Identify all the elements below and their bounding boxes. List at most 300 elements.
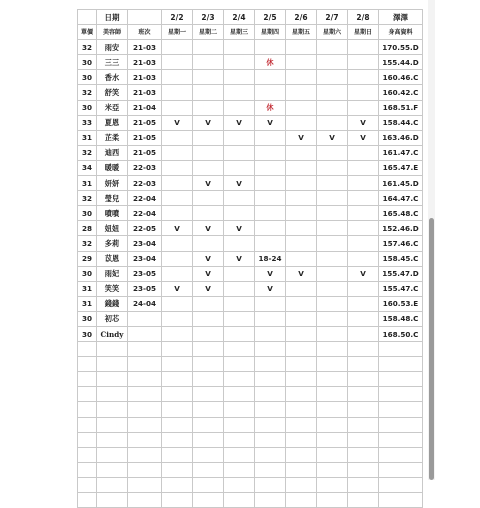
table-row	[78, 447, 423, 462]
empty-cell	[78, 493, 97, 508]
day-cell	[224, 40, 255, 55]
empty-cell	[97, 447, 128, 462]
empty-cell	[224, 447, 255, 462]
day-cell	[162, 55, 193, 70]
shift-cell: 21-03	[128, 85, 162, 100]
header-date-label: 日期	[97, 10, 128, 25]
profile-cell: 160.46.C	[379, 70, 423, 85]
day-cell	[255, 70, 286, 85]
rate-cell: 34	[78, 160, 97, 175]
shift-cell: 21-05	[128, 145, 162, 160]
empty-cell	[255, 432, 286, 447]
empty-cell	[379, 387, 423, 402]
rate-cell: 32	[78, 85, 97, 100]
empty-cell	[317, 417, 348, 432]
empty-cell	[348, 357, 379, 372]
profile-cell: 155.47.D	[379, 266, 423, 281]
table-row	[78, 296, 423, 311]
header-date-0208: 2/8	[348, 10, 379, 25]
empty-cell	[128, 372, 162, 387]
rate-cell: 31	[78, 130, 97, 145]
empty-cell	[286, 387, 317, 402]
day-cell	[255, 296, 286, 311]
name-cell: 雨妃	[97, 266, 128, 281]
empty-cell	[97, 462, 128, 477]
name-cell: 笑笑	[97, 281, 128, 296]
table-row	[78, 417, 423, 432]
header-date-0205: 2/5	[255, 10, 286, 25]
empty-cell	[193, 462, 224, 477]
empty-cell	[97, 357, 128, 372]
shift-cell: 22-04	[128, 206, 162, 221]
empty-cell	[224, 493, 255, 508]
day-cell	[193, 296, 224, 311]
profile-cell: 170.55.D	[379, 40, 423, 55]
day-cell: V	[255, 115, 286, 130]
empty-cell	[255, 387, 286, 402]
day-cell	[162, 40, 193, 55]
day-cell: V	[286, 130, 317, 145]
day-cell	[224, 206, 255, 221]
empty-cell	[97, 432, 128, 447]
empty-cell	[162, 417, 193, 432]
day-cell	[317, 160, 348, 175]
table-row	[78, 266, 423, 281]
day-cell	[162, 326, 193, 341]
day-cell	[224, 160, 255, 175]
table-row	[78, 432, 423, 447]
table-row	[78, 493, 423, 508]
day-cell	[193, 130, 224, 145]
shift-cell: 21-03	[128, 55, 162, 70]
table-row	[78, 342, 423, 357]
empty-cell	[379, 447, 423, 462]
empty-cell	[286, 462, 317, 477]
empty-cell	[255, 417, 286, 432]
day-cell	[286, 191, 317, 206]
empty-cell	[348, 342, 379, 357]
day-cell: V	[317, 130, 348, 145]
empty-cell	[224, 357, 255, 372]
table-row	[78, 281, 423, 296]
empty-cell	[286, 342, 317, 357]
day-cell	[317, 100, 348, 115]
rate-cell: 30	[78, 206, 97, 221]
empty-cell	[193, 372, 224, 387]
day-cell	[255, 191, 286, 206]
table-row	[78, 85, 423, 100]
header-weekday-tue: 星期二	[193, 25, 224, 40]
scrollbar-thumb[interactable]	[429, 218, 434, 480]
empty-cell	[78, 357, 97, 372]
day-cell	[162, 160, 193, 175]
empty-cell	[255, 402, 286, 417]
day-cell	[224, 311, 255, 326]
day-cell	[348, 70, 379, 85]
day-cell: V	[193, 115, 224, 130]
day-cell: V	[224, 176, 255, 191]
empty-cell	[286, 372, 317, 387]
empty-cell	[317, 357, 348, 372]
profile-cell: 158.45.C	[379, 251, 423, 266]
empty-cell	[224, 342, 255, 357]
profile-cell: 152.46.D	[379, 221, 423, 236]
rate-cell: 32	[78, 145, 97, 160]
table-row	[78, 357, 423, 372]
rate-cell: 30	[78, 266, 97, 281]
empty-cell	[224, 462, 255, 477]
profile-cell: 157.46.C	[379, 236, 423, 251]
day-cell: V	[348, 266, 379, 281]
empty-cell	[78, 372, 97, 387]
day-cell	[317, 251, 348, 266]
empty-cell	[162, 372, 193, 387]
empty-cell	[286, 493, 317, 508]
table-row	[78, 191, 423, 206]
day-cell	[224, 70, 255, 85]
table-row	[78, 176, 423, 191]
day-cell	[193, 100, 224, 115]
day-cell	[224, 236, 255, 251]
day-cell	[348, 100, 379, 115]
header-blank	[78, 10, 97, 25]
empty-cell	[97, 342, 128, 357]
day-cell	[255, 145, 286, 160]
shift-cell	[128, 311, 162, 326]
day-cell	[193, 40, 224, 55]
empty-cell	[255, 372, 286, 387]
shift-cell: 24-04	[128, 296, 162, 311]
shift-cell: 21-05	[128, 115, 162, 130]
rate-cell: 31	[78, 176, 97, 191]
empty-cell	[128, 357, 162, 372]
header-date-0206: 2/6	[286, 10, 317, 25]
header-date-0203: 2/3	[193, 10, 224, 25]
shift-cell: 22-03	[128, 176, 162, 191]
empty-cell	[348, 447, 379, 462]
empty-cell	[379, 372, 423, 387]
day-cell	[317, 221, 348, 236]
empty-cell	[224, 372, 255, 387]
day-cell	[162, 236, 193, 251]
table-row	[78, 160, 423, 175]
day-cell: V	[224, 115, 255, 130]
name-cell: 初芯	[97, 311, 128, 326]
day-cell	[162, 311, 193, 326]
day-cell	[224, 85, 255, 100]
shift-cell: 21-03	[128, 70, 162, 85]
empty-cell	[162, 387, 193, 402]
profile-cell: 163.46.D	[379, 130, 423, 145]
day-cell: V	[224, 251, 255, 266]
empty-cell	[78, 432, 97, 447]
header-weekday-mon: 星期一	[162, 25, 193, 40]
day-cell	[317, 311, 348, 326]
empty-cell	[162, 432, 193, 447]
day-cell	[317, 145, 348, 160]
day-cell	[162, 251, 193, 266]
profile-cell: 161.47.C	[379, 145, 423, 160]
profile-cell: 158.48.C	[379, 311, 423, 326]
shift-cell: 23-05	[128, 281, 162, 296]
profile-cell: 160.42.C	[379, 85, 423, 100]
shift-cell: 22-04	[128, 191, 162, 206]
day-cell	[286, 221, 317, 236]
day-cell: V	[348, 130, 379, 145]
name-cell: 迪西	[97, 145, 128, 160]
day-cell	[317, 55, 348, 70]
day-cell	[162, 296, 193, 311]
name-cell: 妞妞	[97, 221, 128, 236]
header-weekday-sat: 星期六	[317, 25, 348, 40]
day-cell: V	[162, 115, 193, 130]
day-cell	[224, 266, 255, 281]
day-cell	[348, 296, 379, 311]
day-cell	[286, 311, 317, 326]
rate-cell: 30	[78, 70, 97, 85]
day-cell	[286, 145, 317, 160]
day-cell: V	[193, 266, 224, 281]
day-cell	[162, 206, 193, 221]
header-weekday-thu: 星期四	[255, 25, 286, 40]
profile-cell: 161.45.D	[379, 176, 423, 191]
empty-cell	[286, 402, 317, 417]
day-cell	[286, 236, 317, 251]
empty-cell	[128, 387, 162, 402]
table-row	[78, 70, 423, 85]
day-cell	[286, 85, 317, 100]
shift-cell: 22-03	[128, 160, 162, 175]
name-cell: 瑩兒	[97, 191, 128, 206]
empty-cell	[97, 372, 128, 387]
day-cell	[317, 236, 348, 251]
day-cell	[348, 251, 379, 266]
day-cell	[286, 326, 317, 341]
day-cell	[348, 55, 379, 70]
name-cell: 多莉	[97, 236, 128, 251]
table-row	[78, 145, 423, 160]
rate-cell: 32	[78, 236, 97, 251]
empty-cell	[286, 432, 317, 447]
empty-cell	[379, 402, 423, 417]
name-cell: Cindy	[97, 326, 128, 341]
day-cell	[348, 236, 379, 251]
empty-cell	[128, 342, 162, 357]
name-cell: 噴噴	[97, 206, 128, 221]
day-cell	[193, 55, 224, 70]
table-row	[78, 372, 423, 387]
empty-cell	[255, 493, 286, 508]
rate-cell: 33	[78, 115, 97, 130]
empty-cell	[317, 432, 348, 447]
empty-cell	[317, 462, 348, 477]
day-cell	[224, 55, 255, 70]
table-row	[78, 100, 423, 115]
day-cell	[193, 70, 224, 85]
name-cell: 香水	[97, 70, 128, 85]
header-row	[78, 10, 423, 25]
day-cell	[317, 296, 348, 311]
empty-cell	[193, 432, 224, 447]
empty-cell	[255, 462, 286, 477]
rate-cell: 29	[78, 251, 97, 266]
day-cell	[255, 221, 286, 236]
profile-cell: 168.51.F	[379, 100, 423, 115]
rate-cell: 32	[78, 40, 97, 55]
empty-cell	[317, 387, 348, 402]
empty-cell	[78, 342, 97, 357]
empty-cell	[128, 402, 162, 417]
name-cell: 米亞	[97, 100, 128, 115]
empty-cell	[379, 357, 423, 372]
header-date-0207: 2/7	[317, 10, 348, 25]
day-cell	[162, 191, 193, 206]
day-cell	[348, 221, 379, 236]
day-cell	[348, 40, 379, 55]
profile-cell: 155.47.C	[379, 281, 423, 296]
table-row	[78, 462, 423, 477]
empty-cell	[97, 417, 128, 432]
day-cell: V	[255, 266, 286, 281]
day-cell	[162, 266, 193, 281]
rate-cell: 30	[78, 100, 97, 115]
day-cell	[193, 191, 224, 206]
empty-cell	[97, 387, 128, 402]
name-cell: 錢錢	[97, 296, 128, 311]
day-cell	[317, 266, 348, 281]
day-cell	[286, 55, 317, 70]
empty-cell	[255, 357, 286, 372]
day-cell	[162, 130, 193, 145]
day-cell	[286, 206, 317, 221]
header-date-0204: 2/4	[224, 10, 255, 25]
day-cell	[224, 100, 255, 115]
profile-cell: 158.44.C	[379, 115, 423, 130]
day-cell	[162, 85, 193, 100]
shift-cell: 22-05	[128, 221, 162, 236]
empty-cell	[193, 357, 224, 372]
day-cell	[193, 326, 224, 341]
empty-cell	[286, 447, 317, 462]
day-cell	[286, 281, 317, 296]
shift-cell: 21-04	[128, 100, 162, 115]
day-cell	[162, 100, 193, 115]
name-cell: 苡恩	[97, 251, 128, 266]
shift-cell: 21-05	[128, 130, 162, 145]
table-row	[78, 130, 423, 145]
day-cell: V	[193, 281, 224, 296]
day-cell	[286, 100, 317, 115]
empty-cell	[78, 462, 97, 477]
day-cell	[286, 160, 317, 175]
day-cell	[162, 176, 193, 191]
empty-cell	[97, 493, 128, 508]
day-cell	[286, 296, 317, 311]
header-weekday-sun: 星期日	[348, 25, 379, 40]
day-cell	[162, 145, 193, 160]
table-row	[78, 311, 423, 326]
rate-cell: 30	[78, 311, 97, 326]
header-zeze: 澤澤	[379, 10, 423, 25]
vertical-scrollbar[interactable]	[428, 0, 435, 480]
name-cell: 暖暖	[97, 160, 128, 175]
day-cell	[348, 326, 379, 341]
profile-cell: 160.53.E	[379, 296, 423, 311]
day-cell	[224, 296, 255, 311]
empty-cell	[317, 372, 348, 387]
day-cell	[317, 281, 348, 296]
header-date-0202: 2/2	[162, 10, 193, 25]
day-cell	[224, 191, 255, 206]
table-row	[78, 115, 423, 130]
rate-cell: 30	[78, 55, 97, 70]
day-cell: V	[286, 266, 317, 281]
day-cell	[317, 326, 348, 341]
empty-cell	[348, 372, 379, 387]
day-cell	[255, 130, 286, 145]
empty-cell	[379, 493, 423, 508]
empty-cell	[224, 402, 255, 417]
empty-cell	[348, 402, 379, 417]
day-cell	[286, 176, 317, 191]
day-cell: V	[348, 115, 379, 130]
day-cell	[162, 70, 193, 85]
schedule-sheet	[77, 9, 423, 508]
shift-cell: 21-03	[128, 40, 162, 55]
header-rate: 單價	[78, 25, 97, 40]
rate-cell: 28	[78, 221, 97, 236]
day-cell: 18-24	[255, 251, 286, 266]
empty-cell	[162, 447, 193, 462]
rate-cell: 31	[78, 281, 97, 296]
table-row	[78, 387, 423, 402]
day-cell	[255, 236, 286, 251]
empty-cell	[78, 387, 97, 402]
profile-cell: 165.47.E	[379, 160, 423, 175]
profile-cell: 168.50.C	[379, 326, 423, 341]
day-cell	[317, 70, 348, 85]
header-beautician: 美容師	[97, 25, 128, 40]
day-cell	[317, 115, 348, 130]
day-cell: V	[255, 281, 286, 296]
day-cell	[348, 145, 379, 160]
empty-cell	[224, 387, 255, 402]
day-cell: V	[193, 176, 224, 191]
header-profile: 身高資料	[379, 25, 423, 40]
day-cell: V	[224, 221, 255, 236]
day-cell	[317, 206, 348, 221]
empty-cell	[348, 493, 379, 508]
table-row	[78, 55, 423, 70]
name-cell: 妍妍	[97, 176, 128, 191]
table-row	[78, 221, 423, 236]
day-cell	[224, 145, 255, 160]
day-cell: V	[162, 221, 193, 236]
day-cell	[317, 40, 348, 55]
day-cell	[193, 145, 224, 160]
empty-cell	[193, 342, 224, 357]
table-row	[78, 251, 423, 266]
empty-cell	[224, 432, 255, 447]
table-row	[78, 40, 423, 55]
empty-cell	[317, 493, 348, 508]
empty-cell	[379, 432, 423, 447]
day-cell	[286, 70, 317, 85]
day-cell	[255, 176, 286, 191]
empty-cell	[348, 417, 379, 432]
table-row	[78, 402, 423, 417]
empty-cell	[162, 462, 193, 477]
